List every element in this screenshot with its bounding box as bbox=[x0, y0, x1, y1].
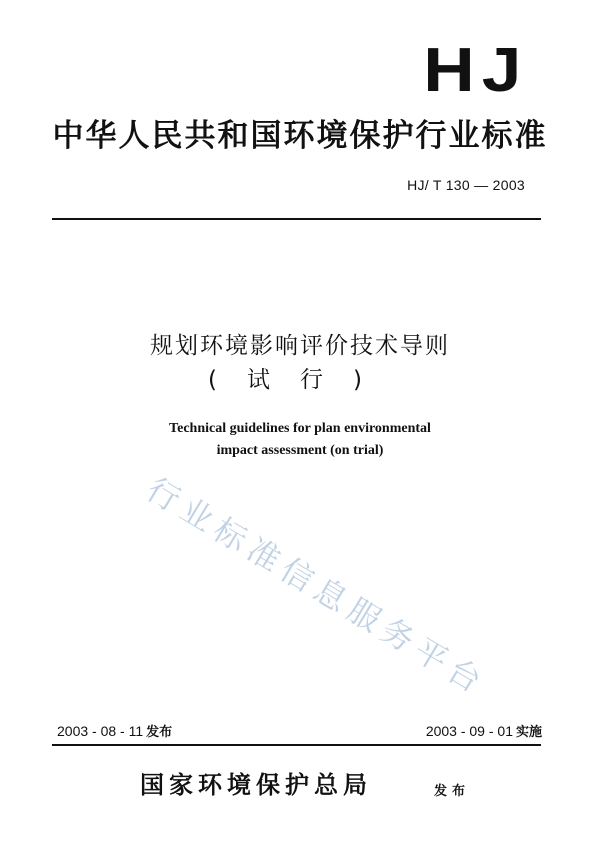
publisher-name: 国家环境保护总局 bbox=[140, 771, 372, 799]
document-title-en-line2: impact assessment (on trial) bbox=[216, 443, 384, 458]
issue-date-label: 发布 bbox=[146, 725, 173, 740]
document-title-en-line1: Technical guidelines for plan environmental bbox=[169, 421, 431, 436]
issue-date bbox=[57, 721, 172, 740]
publish-label: 发布 bbox=[434, 784, 471, 799]
implementation-date-value: 2003 - 09 - 01 bbox=[425, 723, 513, 739]
issue-date-value: 2003 - 08 - 11 bbox=[57, 723, 144, 739]
implementation-date-label: 实施 bbox=[515, 725, 542, 740]
top-divider bbox=[52, 218, 541, 220]
document-title-en bbox=[0, 418, 600, 462]
document-subtitle-cn: (试行) bbox=[208, 367, 392, 393]
watermark: 行业标准信息服务平台 bbox=[140, 469, 494, 704]
implementation-date bbox=[426, 721, 542, 740]
standard-category-title: 中华人民共和国环境保护行业标准 bbox=[52, 118, 548, 154]
standard-number: HJ/ T 130 — 2003 bbox=[407, 177, 525, 193]
hj-logo: HJ bbox=[423, 36, 528, 105]
bottom-divider bbox=[52, 744, 541, 746]
document-title-cn: 规划环境影响评价技术导则 bbox=[150, 333, 450, 359]
